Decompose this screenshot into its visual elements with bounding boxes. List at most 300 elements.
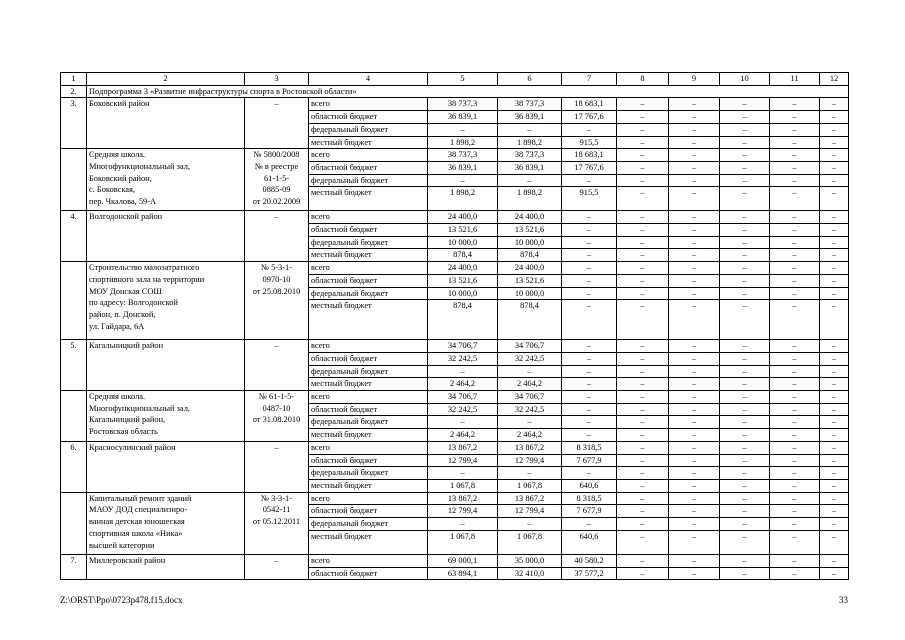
empty-cell: – xyxy=(669,492,720,505)
amount-cell: 1 067,8 xyxy=(498,530,562,554)
empty-cell: – xyxy=(820,391,849,404)
table-row xyxy=(61,340,849,353)
budget-category: федеральный бюджет xyxy=(309,416,428,429)
empty-cell: – xyxy=(720,467,770,480)
row-number-empty xyxy=(61,492,87,554)
budget-category: местный бюджет xyxy=(309,378,428,391)
row-number: 5. xyxy=(61,340,87,391)
empty-cell: – xyxy=(669,378,720,391)
amount-cell: – xyxy=(562,211,617,224)
budget-category: местный бюджет xyxy=(309,429,428,442)
budget-category: федеральный бюджет xyxy=(309,174,428,187)
empty-cell: – xyxy=(617,505,669,518)
object-document-line: 0542-11 xyxy=(262,505,291,515)
empty-cell: – xyxy=(770,249,820,262)
table-row xyxy=(61,441,849,454)
subprogram-title: Подпрограмма 3 «Развитие инфраструктуры спорта в Ростовской области» xyxy=(87,85,849,98)
empty-cell: – xyxy=(770,211,820,224)
amount-cell: – xyxy=(562,249,617,262)
empty-cell: – xyxy=(820,429,849,442)
amount-cell: 13 521,6 xyxy=(498,274,562,287)
empty-cell: – xyxy=(820,249,849,262)
empty-cell: – xyxy=(720,492,770,505)
empty-cell: – xyxy=(820,352,849,365)
row-number-empty xyxy=(61,391,87,442)
amount-cell: 1 898,2 xyxy=(498,136,562,149)
empty-cell: – xyxy=(617,441,669,454)
amount-cell: 34 706,7 xyxy=(428,391,498,404)
empty-cell: – xyxy=(617,98,669,111)
empty-cell: – xyxy=(770,378,820,391)
amount-cell: 35 000,0 xyxy=(498,554,562,567)
amount-cell: 878,4 xyxy=(428,249,498,262)
budget-category: местный бюджет xyxy=(309,187,428,211)
amount-cell: 2 464,2 xyxy=(498,378,562,391)
empty-cell: – xyxy=(720,365,770,378)
amount-cell: – xyxy=(428,365,498,378)
budget-category: местный бюджет xyxy=(309,136,428,149)
empty-cell: – xyxy=(617,391,669,404)
amount-cell: 13 867,2 xyxy=(498,441,562,454)
amount-cell: 7 677,9 xyxy=(562,454,617,467)
empty-cell: – xyxy=(770,391,820,404)
row-number-empty xyxy=(61,262,87,340)
subprogram-number: 2. xyxy=(61,85,87,98)
empty-cell: – xyxy=(669,136,720,149)
empty-cell: – xyxy=(720,187,770,211)
amount-cell: 12 799,4 xyxy=(498,454,562,467)
empty-cell: – xyxy=(617,224,669,237)
empty-cell: – xyxy=(617,262,669,275)
empty-cell: – xyxy=(770,505,820,518)
object-document-line: от 05.12.2011 xyxy=(252,517,301,527)
amount-cell: 24 400,0 xyxy=(498,262,562,275)
empty-cell: – xyxy=(720,454,770,467)
object-description-line: спортивного зала на территории xyxy=(89,274,205,284)
empty-cell: – xyxy=(770,492,820,505)
empty-cell: – xyxy=(720,300,770,340)
table-row xyxy=(61,391,849,404)
amount-cell: – xyxy=(562,300,617,340)
empty-cell: – xyxy=(770,479,820,492)
object-document-line: 61-1-5- xyxy=(263,173,290,183)
header-cell: 12 xyxy=(820,73,849,86)
row-number: 7. xyxy=(61,554,87,579)
amount-cell: 1 898,2 xyxy=(428,187,498,211)
empty-cell: – xyxy=(770,454,820,467)
empty-cell: – xyxy=(820,567,849,580)
object-description-line: с. Боковская, xyxy=(89,185,135,195)
empty-cell: – xyxy=(669,161,720,174)
amount-cell: – xyxy=(562,123,617,136)
amount-cell: 38 737,3 xyxy=(498,98,562,111)
empty-cell: – xyxy=(669,467,720,480)
object-description-line: высшей категории xyxy=(89,540,155,550)
amount-cell: 17 767,6 xyxy=(562,111,617,124)
object-description-line: пер. Чкалова, 59-А xyxy=(89,197,157,207)
empty-cell: – xyxy=(720,505,770,518)
budget-category: областной бюджет xyxy=(309,454,428,467)
budget-category: областной бюджет xyxy=(309,567,428,580)
amount-cell: 13 521,6 xyxy=(428,224,498,237)
object-description-line: Кагальницкий район, xyxy=(89,415,166,425)
empty-cell: – xyxy=(720,224,770,237)
document-number: – xyxy=(245,98,309,149)
empty-cell: – xyxy=(820,287,849,300)
table-row xyxy=(61,98,849,111)
budget-category: областной бюджет xyxy=(309,224,428,237)
empty-cell: – xyxy=(720,530,770,554)
budget-category: местный бюджет xyxy=(309,479,428,492)
empty-cell: – xyxy=(820,98,849,111)
amount-cell: 878,4 xyxy=(498,249,562,262)
object-description-line: район, п. Донской, xyxy=(89,309,156,319)
budget-category: федеральный бюджет xyxy=(309,518,428,531)
empty-cell: – xyxy=(770,441,820,454)
empty-cell: – xyxy=(617,287,669,300)
amount-cell: – xyxy=(562,352,617,365)
header-cell: 4 xyxy=(309,73,428,86)
empty-cell: – xyxy=(617,236,669,249)
amount-cell: 2 464,2 xyxy=(428,378,498,391)
amount-cell: 36 839,1 xyxy=(428,111,498,124)
header-cell: 7 xyxy=(562,73,617,86)
budget-category: местный бюджет xyxy=(309,530,428,554)
empty-cell: – xyxy=(617,530,669,554)
empty-cell: – xyxy=(820,211,849,224)
empty-cell: – xyxy=(720,211,770,224)
empty-cell: – xyxy=(820,518,849,531)
object-description-line: Капитальный ремонт зданий xyxy=(89,493,192,503)
amount-cell: 10 000,0 xyxy=(498,287,562,300)
amount-cell: 1 067,8 xyxy=(498,479,562,492)
amount-cell: 13 521,6 xyxy=(428,274,498,287)
empty-cell: – xyxy=(770,365,820,378)
amount-cell: – xyxy=(498,467,562,480)
object-description xyxy=(87,492,245,554)
empty-cell: – xyxy=(720,123,770,136)
budget-category: всего xyxy=(309,149,428,162)
empty-cell: – xyxy=(820,416,849,429)
empty-cell: – xyxy=(820,111,849,124)
budget-category: всего xyxy=(309,211,428,224)
empty-cell: – xyxy=(770,236,820,249)
amount-cell: 10 000,0 xyxy=(498,236,562,249)
empty-cell: – xyxy=(669,274,720,287)
amount-cell: 12 799,4 xyxy=(428,505,498,518)
object-description-line: МОУ Донская СОШ xyxy=(89,286,162,296)
empty-cell: – xyxy=(820,340,849,353)
table-row xyxy=(61,262,849,275)
amount-cell: – xyxy=(562,224,617,237)
district-name: Красносулинский район xyxy=(87,441,245,492)
amount-cell: 1 898,2 xyxy=(428,136,498,149)
amount-cell: – xyxy=(562,391,617,404)
object-description-line: Строительство малозатратного xyxy=(89,263,200,273)
empty-cell: – xyxy=(669,403,720,416)
empty-cell: – xyxy=(617,340,669,353)
empty-cell: – xyxy=(617,403,669,416)
amount-cell: – xyxy=(562,365,617,378)
empty-cell: – xyxy=(669,365,720,378)
amount-cell: 18 683,1 xyxy=(562,149,617,162)
amount-cell: – xyxy=(498,365,562,378)
amount-cell: 36 839,1 xyxy=(498,111,562,124)
object-document xyxy=(245,149,309,211)
amount-cell: – xyxy=(428,467,498,480)
amount-cell: – xyxy=(428,123,498,136)
amount-cell: 38 737,3 xyxy=(428,98,498,111)
empty-cell: – xyxy=(669,98,720,111)
empty-cell: – xyxy=(669,416,720,429)
amount-cell: – xyxy=(428,174,498,187)
empty-cell: – xyxy=(770,174,820,187)
empty-cell: – xyxy=(820,441,849,454)
empty-cell: – xyxy=(617,479,669,492)
empty-cell: – xyxy=(820,554,849,567)
amount-cell: – xyxy=(498,123,562,136)
empty-cell: – xyxy=(617,136,669,149)
empty-cell: – xyxy=(720,378,770,391)
empty-cell: – xyxy=(820,149,849,162)
object-document-line: 0487-10 xyxy=(262,403,291,413)
object-description-line: по адресу: Волгодонской xyxy=(89,298,178,308)
amount-cell: – xyxy=(562,262,617,275)
table-row xyxy=(61,492,849,505)
empty-cell: – xyxy=(720,479,770,492)
empty-cell: – xyxy=(820,492,849,505)
empty-cell: – xyxy=(770,224,820,237)
amount-cell: 36 839,1 xyxy=(498,161,562,174)
amount-cell: 12 799,4 xyxy=(498,505,562,518)
amount-cell: 878,4 xyxy=(498,300,562,340)
amount-cell: 13 521,6 xyxy=(498,224,562,237)
empty-cell: – xyxy=(617,211,669,224)
empty-cell: – xyxy=(770,136,820,149)
header-cell: 6 xyxy=(498,73,562,86)
empty-cell: – xyxy=(820,505,849,518)
document-number: – xyxy=(245,441,309,492)
empty-cell: – xyxy=(720,249,770,262)
amount-cell: 640,6 xyxy=(562,479,617,492)
empty-cell: – xyxy=(617,161,669,174)
amount-cell: 2 464,2 xyxy=(498,429,562,442)
amount-cell: 915,5 xyxy=(562,187,617,211)
header-cell: 2 xyxy=(87,73,245,86)
empty-cell: – xyxy=(669,505,720,518)
object-document xyxy=(245,391,309,442)
empty-cell: – xyxy=(669,300,720,340)
empty-cell: – xyxy=(720,567,770,580)
district-name: Волгодонской район xyxy=(87,211,245,262)
empty-cell: – xyxy=(820,467,849,480)
amount-cell: 13 867,2 xyxy=(428,492,498,505)
amount-cell: – xyxy=(498,174,562,187)
amount-cell: 40 580,2 xyxy=(562,554,617,567)
empty-cell: – xyxy=(669,123,720,136)
empty-cell: – xyxy=(770,403,820,416)
header-row xyxy=(61,73,849,86)
empty-cell: – xyxy=(720,340,770,353)
empty-cell: – xyxy=(617,365,669,378)
empty-cell: – xyxy=(720,429,770,442)
amount-cell: 38 737,3 xyxy=(428,149,498,162)
row-number: 4. xyxy=(61,211,87,262)
empty-cell: – xyxy=(669,429,720,442)
footer-file-path: Z:\ORST\Ppo\0723p478.f15.docx xyxy=(60,595,183,605)
budget-category: федеральный бюджет xyxy=(309,236,428,249)
page-number: 33 xyxy=(839,595,848,605)
empty-cell: – xyxy=(770,429,820,442)
empty-cell: – xyxy=(669,236,720,249)
amount-cell: 36 839,1 xyxy=(428,161,498,174)
empty-cell: – xyxy=(770,274,820,287)
document-number: – xyxy=(245,211,309,262)
empty-cell: – xyxy=(770,352,820,365)
budget-category: всего xyxy=(309,441,428,454)
empty-cell: – xyxy=(820,136,849,149)
object-description-line: Многофункциональный зал, xyxy=(89,161,190,171)
object-description-line: Средняя школа. xyxy=(89,150,146,160)
amount-cell: 37 577,2 xyxy=(562,567,617,580)
empty-cell: – xyxy=(617,174,669,187)
empty-cell: – xyxy=(770,123,820,136)
amount-cell: – xyxy=(562,403,617,416)
empty-cell: – xyxy=(820,530,849,554)
budget-category: федеральный бюджет xyxy=(309,123,428,136)
empty-cell: – xyxy=(669,530,720,554)
empty-cell: – xyxy=(820,274,849,287)
budget-category: местный бюджет xyxy=(309,300,428,340)
empty-cell: – xyxy=(720,236,770,249)
budget-category: областной бюджет xyxy=(309,505,428,518)
empty-cell: – xyxy=(820,365,849,378)
empty-cell: – xyxy=(669,224,720,237)
empty-cell: – xyxy=(617,111,669,124)
amount-cell: – xyxy=(562,236,617,249)
object-description-line: ул. Гайдара, 6А xyxy=(89,321,145,331)
empty-cell: – xyxy=(669,149,720,162)
object-description-line: спортивная школа «Ника» xyxy=(89,528,183,538)
object-document xyxy=(245,492,309,554)
empty-cell: – xyxy=(669,287,720,300)
header-cell: 8 xyxy=(617,73,669,86)
amount-cell: – xyxy=(562,467,617,480)
empty-cell: – xyxy=(770,98,820,111)
amount-cell: – xyxy=(428,518,498,531)
table-row xyxy=(61,211,849,224)
object-description-line: Многофункциональный зал, xyxy=(89,403,190,413)
empty-cell: – xyxy=(720,262,770,275)
empty-cell: – xyxy=(617,300,669,340)
empty-cell: – xyxy=(770,340,820,353)
funding-table xyxy=(60,72,849,580)
empty-cell: – xyxy=(770,530,820,554)
document-page xyxy=(60,72,848,580)
object-description-line: ванная детская юношеская xyxy=(89,517,185,527)
empty-cell: – xyxy=(820,224,849,237)
row-number: 6. xyxy=(61,441,87,492)
empty-cell: – xyxy=(617,492,669,505)
object-document-line: № 5800/2008 xyxy=(253,150,300,160)
empty-cell: – xyxy=(720,274,770,287)
amount-cell: 13 867,2 xyxy=(498,492,562,505)
object-document-line: от 20.02.2009 xyxy=(252,197,301,207)
budget-category: федеральный бюджет xyxy=(309,365,428,378)
object-document-line: от 25.08.2010 xyxy=(252,286,301,296)
amount-cell: – xyxy=(562,274,617,287)
empty-cell: – xyxy=(820,403,849,416)
empty-cell: – xyxy=(669,479,720,492)
object-document-line: от 31.08.2010 xyxy=(252,415,301,425)
object-description xyxy=(87,262,245,340)
empty-cell: – xyxy=(617,454,669,467)
amount-cell: 1 898,2 xyxy=(498,187,562,211)
budget-category: областной бюджет xyxy=(309,274,428,287)
empty-cell: – xyxy=(820,262,849,275)
amount-cell: – xyxy=(562,518,617,531)
empty-cell: – xyxy=(820,479,849,492)
empty-cell: – xyxy=(820,123,849,136)
amount-cell: 24 400,0 xyxy=(498,211,562,224)
empty-cell: – xyxy=(617,518,669,531)
empty-cell: – xyxy=(720,111,770,124)
empty-cell: – xyxy=(770,518,820,531)
empty-cell: – xyxy=(617,429,669,442)
budget-category: областной бюджет xyxy=(309,111,428,124)
empty-cell: – xyxy=(720,518,770,531)
empty-cell: – xyxy=(720,441,770,454)
header-cell: 1 xyxy=(61,73,87,86)
empty-cell: – xyxy=(770,161,820,174)
empty-cell: – xyxy=(669,249,720,262)
empty-cell: – xyxy=(617,567,669,580)
empty-cell: – xyxy=(770,187,820,211)
amount-cell: 1 067,8 xyxy=(428,530,498,554)
amount-cell: 32 410,0 xyxy=(498,567,562,580)
empty-cell: – xyxy=(617,123,669,136)
empty-cell: – xyxy=(820,378,849,391)
amount-cell: 2 464,2 xyxy=(428,429,498,442)
empty-cell: – xyxy=(617,378,669,391)
empty-cell: – xyxy=(720,416,770,429)
amount-cell: – xyxy=(562,340,617,353)
budget-category: всего xyxy=(309,262,428,275)
object-document xyxy=(245,262,309,340)
budget-category: всего xyxy=(309,492,428,505)
document-number: – xyxy=(245,340,309,391)
empty-cell: – xyxy=(820,174,849,187)
empty-cell: – xyxy=(669,174,720,187)
object-document-line: № 5-3-1- xyxy=(260,263,292,273)
object-document-line: № 3-3-1- xyxy=(260,493,292,503)
amount-cell: 69 000,1 xyxy=(428,554,498,567)
empty-cell: – xyxy=(617,416,669,429)
district-name: Боковский район xyxy=(87,98,245,149)
amount-cell: 10 000,0 xyxy=(428,236,498,249)
empty-cell: – xyxy=(617,187,669,211)
budget-category: областной бюджет xyxy=(309,403,428,416)
empty-cell: – xyxy=(669,567,720,580)
amount-cell: 32 242,5 xyxy=(498,352,562,365)
empty-cell: – xyxy=(720,352,770,365)
row-number: 3. xyxy=(61,98,87,149)
amount-cell: 8 318,5 xyxy=(562,441,617,454)
amount-cell: 32 242,5 xyxy=(498,403,562,416)
empty-cell: – xyxy=(669,352,720,365)
budget-category: местный бюджет xyxy=(309,249,428,262)
empty-cell: – xyxy=(669,187,720,211)
